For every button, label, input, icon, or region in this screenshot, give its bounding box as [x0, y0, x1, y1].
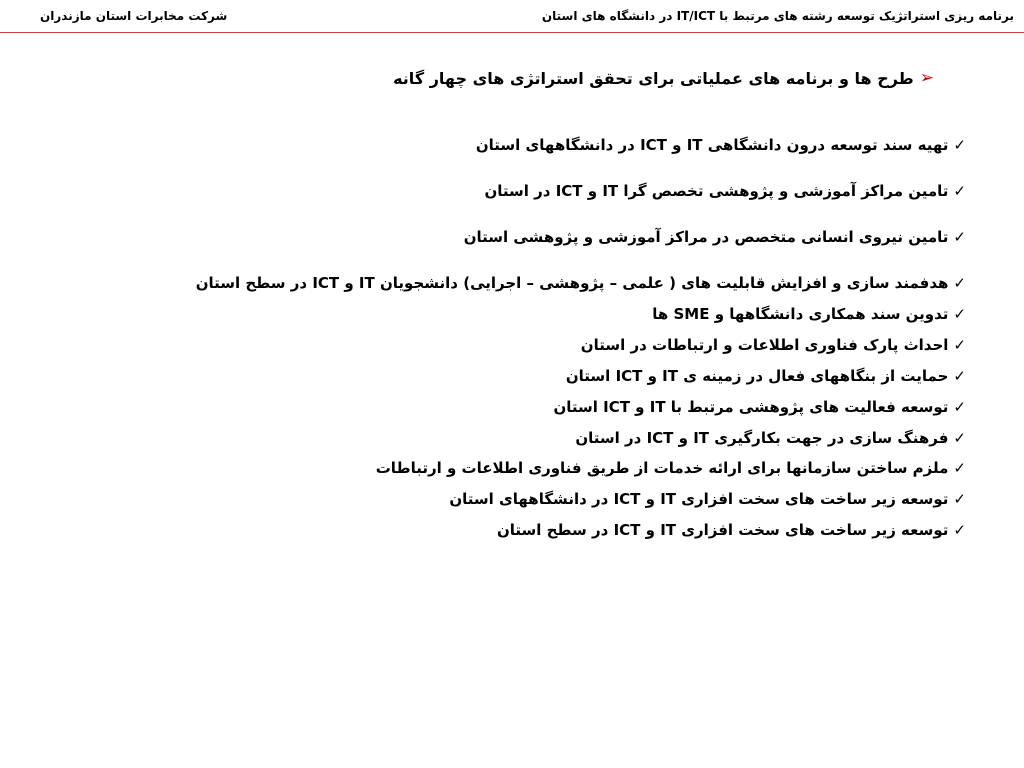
list-item — [575, 429, 966, 447]
arrow-bullet-icon: ➢ — [919, 68, 934, 88]
list-item-text: هدفمند سازی و افزایش قابلیت های ( علمی – پژوهشی – اجرایی) دانشجویان IT و ICT در سطح استان — [195, 274, 949, 292]
checkmark-icon: ✓ — [953, 182, 966, 200]
list-item — [566, 367, 966, 385]
list-item — [581, 336, 966, 354]
checkmark-icon: ✓ — [953, 398, 966, 416]
list-item-text: ملزم ساختن سازمانها برای ارائه خدمات از طریق فناوری اطلاعات و ارتباطات — [375, 459, 949, 477]
checkmark-icon: ✓ — [953, 367, 966, 385]
slide-header-title: برنامه ریزی استراتژیک توسعه رشته های مرتبط با IT/ICT در دانشگاه های استان — [541, 9, 1014, 23]
list-item — [484, 182, 966, 200]
list-item-text: احداث پارک فناوری اطلاعات و ارتباطات در استان — [580, 336, 949, 354]
section-heading-text: طرح ها و برنامه های عملیاتی برای تحقق استراتژی های چهار گانه — [393, 68, 914, 88]
list-item — [196, 274, 966, 292]
list-item — [376, 459, 966, 477]
checkmark-icon: ✓ — [953, 521, 966, 539]
checkmark-icon: ✓ — [953, 228, 966, 246]
checkmark-icon: ✓ — [953, 274, 966, 292]
slide-header-company: شرکت مخابرات استان مازندران — [40, 9, 228, 23]
list-item-text: تهیه سند توسعه درون دانشگاهی IT و ICT در دانشگاههای استان — [475, 136, 949, 154]
slide-header — [0, 0, 1024, 33]
list-item-text: تامین نیروی انسانی متخصص در مراکز آموزشی و پژوهشی استان — [463, 228, 949, 246]
list-item-text: حمایت از بنگاههای فعال در زمینه ی IT و ICT استان — [565, 367, 949, 385]
list-item — [464, 228, 966, 246]
checkmark-icon: ✓ — [953, 305, 966, 323]
checkmark-icon: ✓ — [953, 490, 966, 508]
list-item — [553, 398, 966, 416]
list-item — [476, 136, 966, 154]
checkmark-icon: ✓ — [953, 459, 966, 477]
list-item-text: تامین مراکز آموزشی و پژوهشی تخصص گرا IT و ICT در استان — [484, 182, 949, 200]
list-item — [497, 521, 966, 539]
list-item-text: توسعه زیر ساخت های سخت افزاری IT و ICT در سطح استان — [496, 521, 949, 539]
list-item-text: تدوین سند همکاری دانشگاهها و SME ها — [652, 305, 949, 323]
checkmark-icon: ✓ — [953, 429, 966, 447]
list-item-text: توسعه زیر ساخت های سخت افزاری IT و ICT در دانشگاههای استان — [449, 490, 949, 508]
section-heading — [393, 68, 934, 88]
checkmark-icon: ✓ — [953, 336, 966, 354]
list-item — [652, 305, 966, 323]
checkmark-icon: ✓ — [953, 136, 966, 154]
list-item — [449, 490, 966, 508]
list-item-text: توسعه فعالیت های پژوهشی مرتبط با IT و ICT استان — [553, 398, 949, 416]
list-item-text: فرهنگ سازی در جهت بکارگیری IT و ICT در استان — [575, 429, 949, 447]
